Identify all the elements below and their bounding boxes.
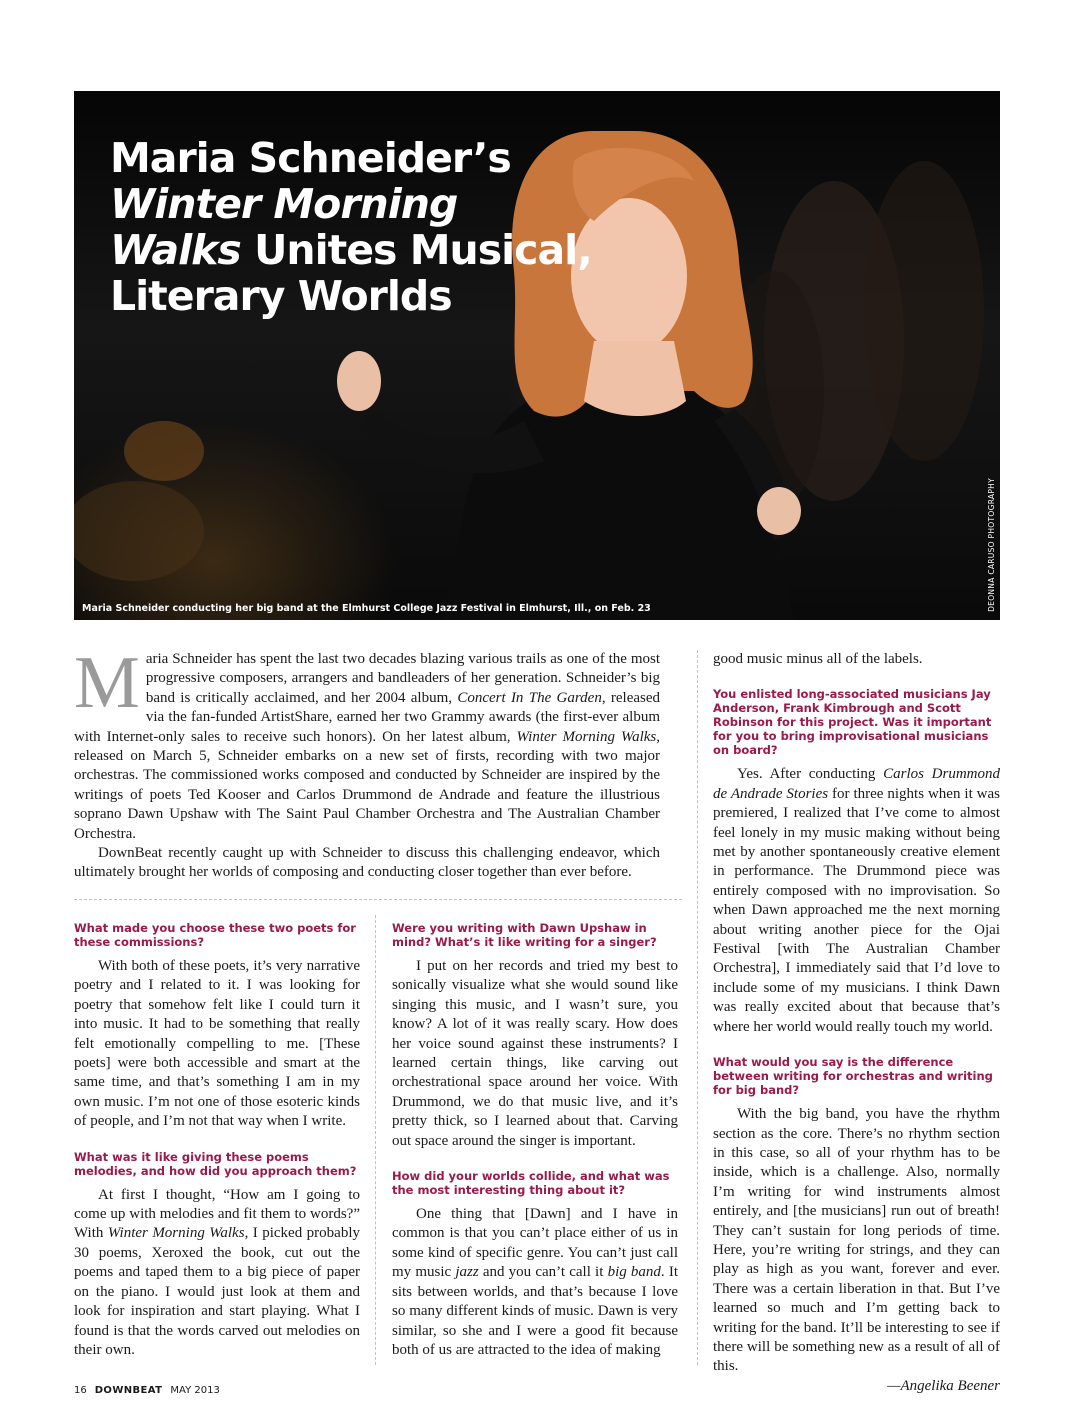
work-title-drummond: Carlos Drummond de Andrade Stories — [713, 766, 1000, 802]
answer-worlds-b: and you can’t call it — [478, 1264, 608, 1281]
album-title-winter-2: Winter Morning Walks — [107, 1225, 245, 1242]
headline-line-1: Maria Schneider’s — [110, 134, 511, 182]
column-divider-right — [697, 650, 698, 1365]
question-musicians: You enlisted long-associated musicians Jay Anderson, Frank Kimbrough and Scott Robinson for this project. Was it important for you to bring improvisational musicians on board? — [713, 687, 992, 758]
page-footer — [74, 1385, 220, 1396]
column-divider-middle — [375, 915, 376, 1365]
intro-text-a: aria Schneider has spent the last two decades blazing various trails as one of the most progressive composers, arrangers and bandleaders of her generation. Schneider’s big band is critically acclaimed, and her 2004 album, — [145, 651, 660, 706]
answer-worlds-c: . It sits between worlds, and that’s because I love so many different kinds of music. Dawn is very similar, so she and I were a good fit because both of us are attracted to the idea of making — [392, 1264, 678, 1358]
answer-musicians-b: for three nights when it was premiered, I realized that I’ve come to almost feel lonely in my music making without being met by another spontaneously creative element in performance. The Drummond piece was entirely composed with no improvisation. So when Dawn approached me the next morning about writing another piece for the Ojai Festival [with The Australian Chamber Orchestra], I immediately said that I’d love to include some of my musicians. I think Dawn was really excited about that because that’s where her world would really touch my world. — [713, 785, 1001, 1035]
headline-line-4: Literary Worlds — [110, 272, 452, 320]
intro-paragraph-2: DownBeat recently caught up with Schneider to discuss this challenging endeavor, which ultimately brought her worlds of composing and conducting closer together than ever before. — [74, 845, 660, 881]
album-title-winter: Winter Morning Walks — [516, 728, 657, 745]
drop-cap: M — [74, 642, 140, 724]
genre-jazz: jazz — [455, 1264, 479, 1281]
issue-date: MAY 2013 — [170, 1385, 220, 1396]
horizontal-divider — [74, 899, 682, 900]
answer-melodies-a: At first I thought, “How am I going to come up with melodies and fit them to words?” With — [74, 1186, 360, 1242]
intro-paragraph-1 — [74, 642, 661, 844]
photo-credit: DEONNA CARUSO PHOTOGRAPHY — [987, 478, 996, 612]
question-worlds-collide: How did your worlds collide, and what was the most interesting thing about it? — [392, 1169, 670, 1198]
intro-text-c: , released on March 5, Schneider embarks on a new set of firsts, recording with two major orchestras. The commissioned works composed and conducted by Schneider are inspired by the writings of poets Ted Kooser and Carlos Drummond de Andrade and feature the illustrious soprano Dawn Upshaw with The Saint Paul Chamber Orchestra and The Australian Chamber Orchestra. — [74, 728, 661, 842]
question-melodies: What was it like giving these poems melodies, and how did you approach them? — [74, 1149, 357, 1178]
column-2 — [392, 921, 678, 1360]
genre-big-band: big band — [607, 1264, 661, 1281]
answer-orchestras: With the big band, you have the rhythm section as the core. There’s no rhythm section in this case, so all of your rhythm has to be inside, which is a challenge. Also, normally I’m writing for wind instruments almost entirely, and [the musicians] run out of breath! They can’t sustain for long periods of time. Here, you’re writing for strings, and they can play as high as you want, forever and ever. There was a certain liberation in that. But I’ve learned so much and I’m getting back to writing for the band. It’ll be interesting to see if there will be something new as a result of all of this. — [713, 1106, 1000, 1375]
headline-line-2: Winter Morning — [110, 180, 458, 228]
page-number: 16 — [74, 1385, 87, 1396]
answer-musicians-a: Yes. After conducting — [737, 766, 884, 783]
album-title-concert: Concert In The Garden — [457, 689, 602, 706]
question-orchestras: What would you say is the difference between writing for orchestras and writing for big band? — [713, 1055, 993, 1098]
answer-melodies-b: , I picked probably 30 poems, Xeroxed the book, cut out the poems and taped them to a big piece of paper on the piano. I would just look at them and look for inspiration and start playing. What I found is that the words carved out melodies on their own. — [74, 1225, 360, 1358]
answer-worlds-collide — [392, 1205, 678, 1360]
headline-line-3-italic: Walks — [110, 226, 241, 274]
magazine-brand: DOWNBEAT — [94, 1385, 163, 1396]
answer-worlds-a: One thing that [Dawn] and I have in common is that you can’t place either of us in some kind of specific genre. You can’t just call my music — [392, 1206, 678, 1281]
column-1 — [74, 921, 360, 1360]
answer-melodies — [74, 1186, 360, 1361]
intro-text-b: , released via the fan-funded ArtistShare, earned her two Grammy awards (the first-ever album with Internet-only sales to receive such honors). On her latest album, — [74, 689, 661, 745]
answer-dawn-upshaw: I put on her records and tried my best to sonically visualize what she would sound like singing this music, and I wasn’t sure, you know? A lot of it was really scary. How does her voice sound against these instruments? I learned certain things, like carving out orchestrational space around her voice. With Drummond, we do that music live, and it’s pretty thick, so I learned about that. Carving out space around the singer is important. — [392, 958, 678, 1149]
answer-poets: With both of these poets, it’s very narrative poetry and I related to it. I was looking for poetry that somehow felt like I could turn it into music. It had to be something that really felt emotionally compelling to me. [These poets] were both accessible and smart at the same time, and that’s something I am in my own music. I’m not one of those esoteric kinds of people, and I’m not that way when I write. — [74, 958, 360, 1130]
photo-caption: Maria Schneider conducting her big band at the Elmhurst College Jazz Festival in Elmhurst, Ill., on Feb. 23 — [82, 603, 651, 614]
author-signature: —Angelika Beener — [887, 1377, 1000, 1394]
intro-section — [74, 642, 661, 883]
continued-text: good music minus all of the labels. — [713, 651, 923, 667]
article-headline — [110, 135, 592, 319]
headline-line-3-rest: Unites Musical, — [240, 226, 592, 274]
column-3 — [713, 650, 1000, 1396]
question-poets: What made you choose these two poets for these commissions? — [74, 921, 356, 949]
answer-musicians — [713, 765, 1000, 1037]
hero-photo — [74, 91, 1000, 620]
question-dawn-upshaw: Were you writing with Dawn Upshaw in mind? What’s it like writing for a singer? — [392, 921, 657, 949]
